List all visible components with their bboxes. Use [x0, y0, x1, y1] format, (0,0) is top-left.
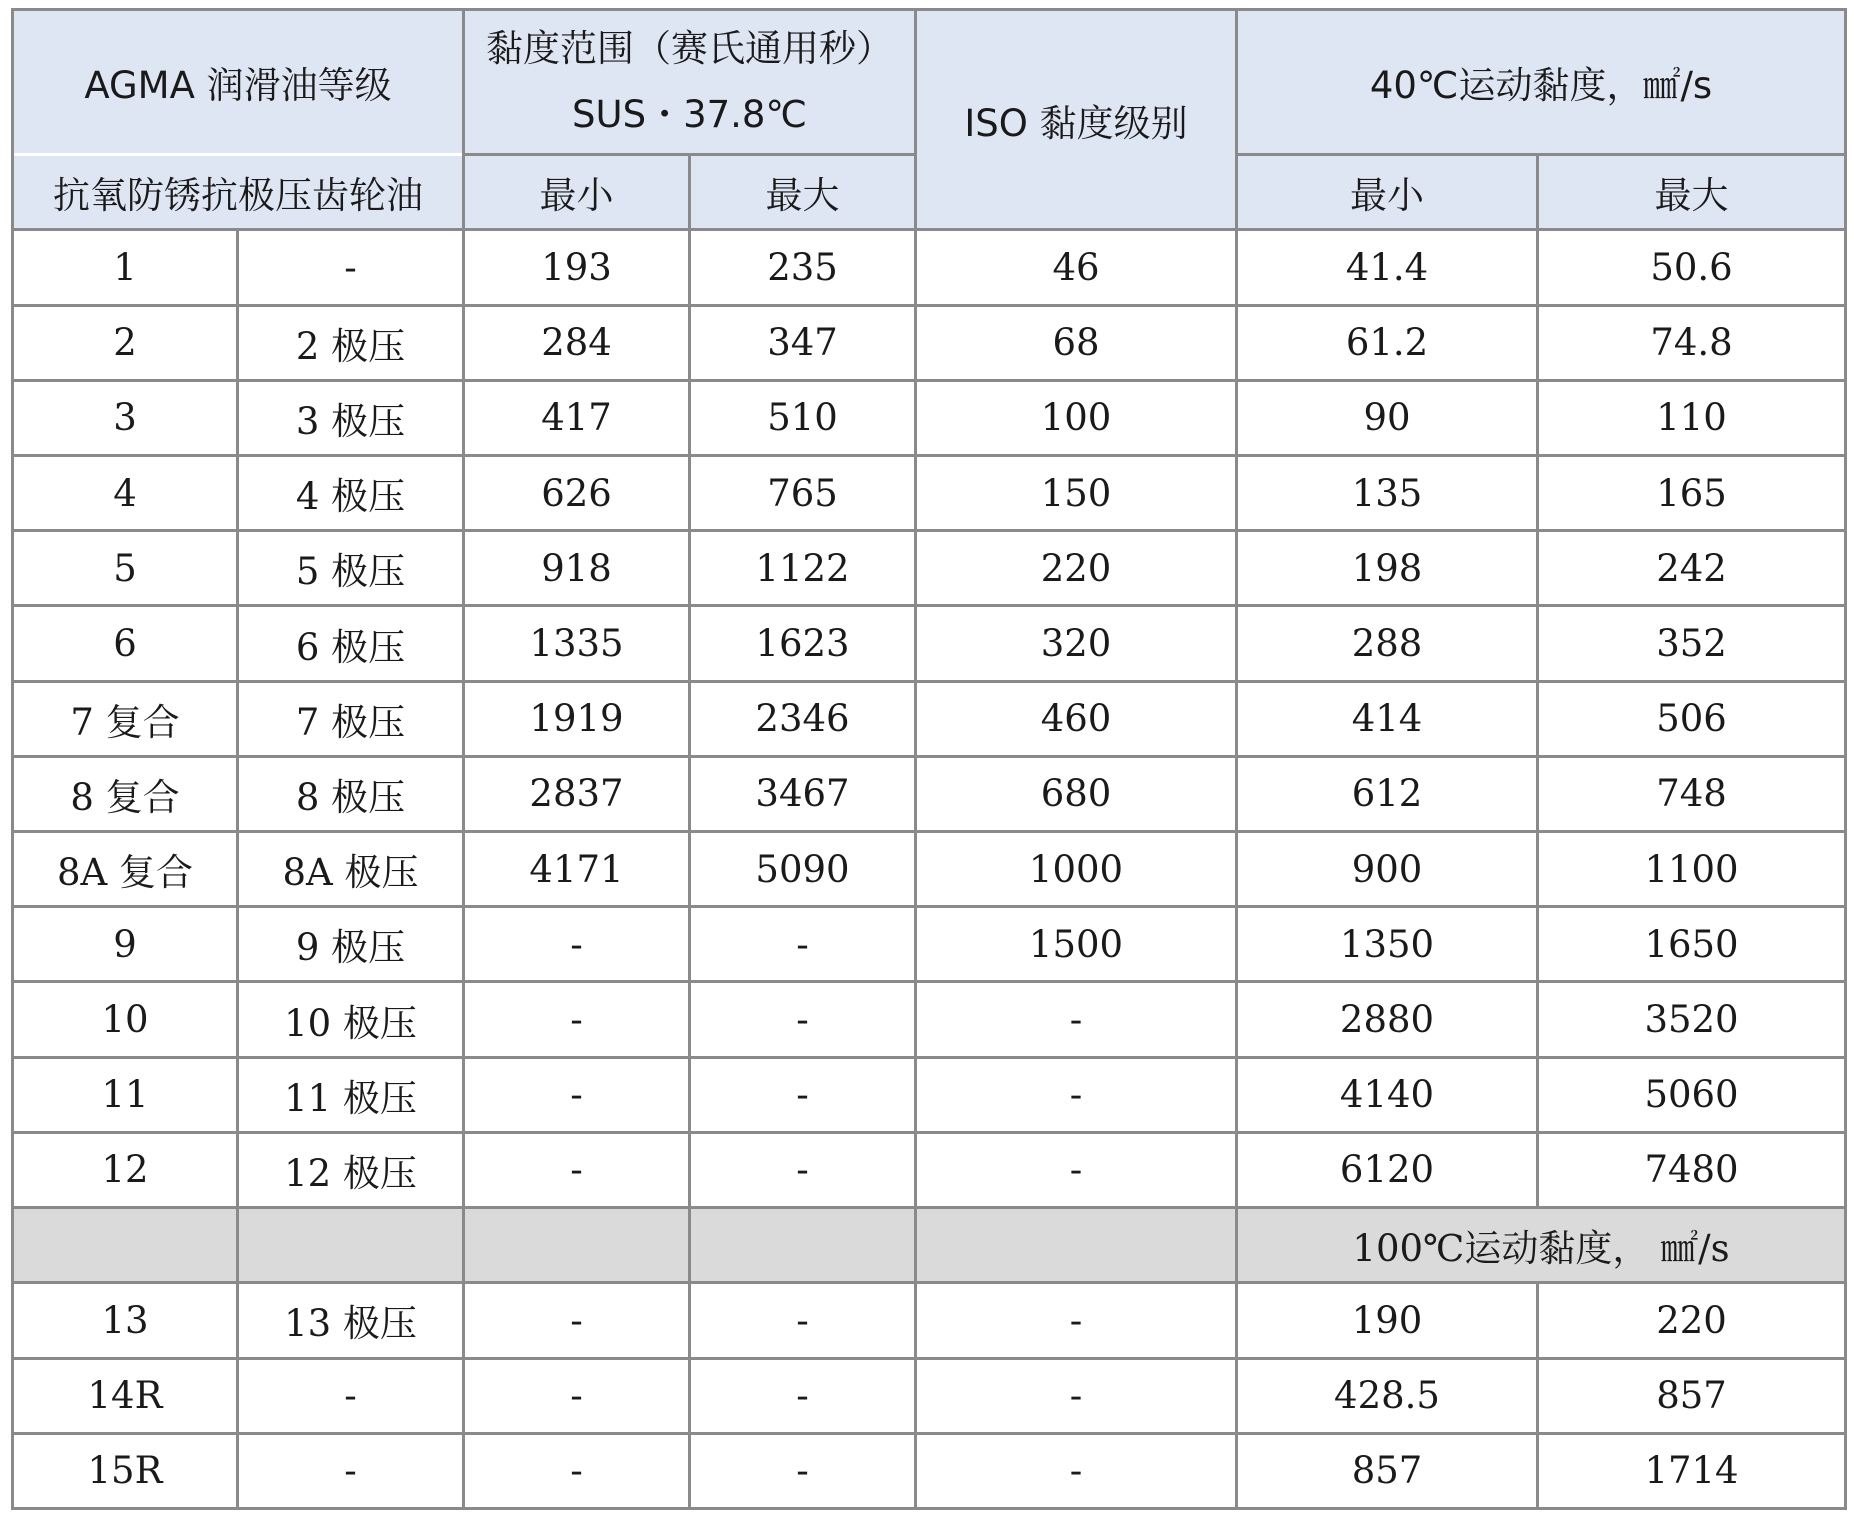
cell-kv-min: 4140: [1237, 1057, 1538, 1132]
cell-kv-max: 1100: [1538, 832, 1846, 907]
header-ep-gear-oil: 抗氧防锈抗极压齿轮油: [13, 155, 464, 230]
cell-ep: 3 极压: [238, 380, 464, 455]
subheader-empty-cell: [13, 1208, 238, 1283]
cell-kv-min: 288: [1237, 606, 1538, 681]
cell-ep: 12 极压: [238, 1132, 464, 1207]
table-row: [13, 1433, 1846, 1508]
cell-sus-max: 347: [690, 305, 916, 380]
cell-agma: 1: [13, 230, 238, 305]
cell-agma: 6: [13, 606, 238, 681]
cell-agma: 12: [13, 1132, 238, 1207]
cell-iso: 1500: [916, 907, 1237, 982]
table-row: [13, 305, 1846, 380]
cell-agma: 10: [13, 982, 238, 1057]
header-iso-grade: ISO 黏度级别: [916, 10, 1237, 230]
cell-agma: 5: [13, 531, 238, 606]
viscosity-grade-table: [11, 8, 1847, 1510]
table-row: [13, 1283, 1846, 1358]
cell-sus-max: 510: [690, 380, 916, 455]
cell-kv-max: 242: [1538, 531, 1846, 606]
header-sus-min: 最小: [464, 155, 690, 230]
cell-kv-max: 7480: [1538, 1132, 1846, 1207]
cell-ep: 9 极压: [238, 907, 464, 982]
cell-iso: 220: [916, 531, 1237, 606]
cell-sus-min: 417: [464, 380, 690, 455]
cell-agma: 4: [13, 456, 238, 531]
cell-sus-min: 2837: [464, 756, 690, 831]
subheader-kin-visc-100: 100℃运动黏度， ㎟/s: [1237, 1208, 1846, 1283]
cell-ep: 13 极压: [238, 1283, 464, 1358]
cell-sus-min: -: [464, 982, 690, 1057]
cell-sus-min: 284: [464, 305, 690, 380]
cell-kv-max: 5060: [1538, 1057, 1846, 1132]
header-sus-range-line2: SUS・37.8℃: [572, 93, 808, 137]
table-row: [13, 832, 1846, 907]
cell-sus-max: 5090: [690, 832, 916, 907]
cell-kv-min: 428.5: [1237, 1358, 1538, 1433]
cell-kv-max: 3520: [1538, 982, 1846, 1057]
cell-iso: -: [916, 1283, 1237, 1358]
cell-iso: -: [916, 1132, 1237, 1207]
cell-iso: 46: [916, 230, 1237, 305]
table-row: [13, 1358, 1846, 1433]
cell-sus-min: -: [464, 907, 690, 982]
cell-kv-max: 220: [1538, 1283, 1846, 1358]
header-agma-grade: AGMA 润滑油等级: [13, 10, 464, 155]
cell-kv-max: 1650: [1538, 907, 1846, 982]
cell-kv-max: 748: [1538, 756, 1846, 831]
subheader-empty-cell: [464, 1208, 690, 1283]
cell-kv-min: 90: [1237, 380, 1538, 455]
cell-sus-max: 1623: [690, 606, 916, 681]
cell-sus-min: 626: [464, 456, 690, 531]
table-row: [13, 1057, 1846, 1132]
cell-kv-min: 2880: [1237, 982, 1538, 1057]
cell-iso: 1000: [916, 832, 1237, 907]
header-kin-visc-40: 40℃运动黏度，㎟/s: [1237, 10, 1846, 155]
cell-agma: 8A 复合: [13, 832, 238, 907]
cell-sus-max: 765: [690, 456, 916, 531]
cell-sus-max: -: [690, 907, 916, 982]
cell-sus-min: 1335: [464, 606, 690, 681]
cell-kv-min: 135: [1237, 456, 1538, 531]
cell-kv-min: 857: [1237, 1433, 1538, 1508]
cell-kv-min: 61.2: [1237, 305, 1538, 380]
cell-iso: 68: [916, 305, 1237, 380]
cell-sus-max: 1122: [690, 531, 916, 606]
cell-kv-min: 900: [1237, 832, 1538, 907]
cell-kv-min: 6120: [1237, 1132, 1538, 1207]
cell-sus-max: 235: [690, 230, 916, 305]
cell-ep: -: [238, 1358, 464, 1433]
cell-ep: 6 极压: [238, 606, 464, 681]
cell-sus-max: 3467: [690, 756, 916, 831]
cell-iso: -: [916, 1433, 1237, 1508]
cell-iso: 100: [916, 380, 1237, 455]
cell-ep: 10 极压: [238, 982, 464, 1057]
cell-sus-max: -: [690, 1132, 916, 1207]
cell-iso: 460: [916, 681, 1237, 756]
cell-ep: -: [238, 1433, 464, 1508]
subheader-empty-cell: [238, 1208, 464, 1283]
cell-ep: 5 极压: [238, 531, 464, 606]
table-row: [13, 230, 1846, 305]
cell-agma: 13: [13, 1283, 238, 1358]
cell-sus-min: -: [464, 1433, 690, 1508]
header-sus-max: 最大: [690, 155, 916, 230]
header-kv-min: 最小: [1237, 155, 1538, 230]
cell-agma: 9: [13, 907, 238, 982]
cell-kv-max: 50.6: [1538, 230, 1846, 305]
cell-sus-max: -: [690, 1358, 916, 1433]
table-row: [13, 907, 1846, 982]
cell-kv-min: 612: [1237, 756, 1538, 831]
cell-sus-min: -: [464, 1283, 690, 1358]
cell-ep: 4 极压: [238, 456, 464, 531]
cell-ep: -: [238, 230, 464, 305]
table-row: [13, 756, 1846, 831]
cell-agma: 8 复合: [13, 756, 238, 831]
cell-sus-min: -: [464, 1358, 690, 1433]
cell-iso: 680: [916, 756, 1237, 831]
table-row: [13, 982, 1846, 1057]
cell-kv-max: 74.8: [1538, 305, 1846, 380]
cell-kv-min: 190: [1237, 1283, 1538, 1358]
cell-sus-min: 4171: [464, 832, 690, 907]
cell-kv-max: 110: [1538, 380, 1846, 455]
cell-agma: 3: [13, 380, 238, 455]
table-row: [13, 380, 1846, 455]
table-row: [13, 456, 1846, 531]
cell-ep: 8A 极压: [238, 832, 464, 907]
header-kv-max: 最大: [1538, 155, 1846, 230]
cell-sus-min: 918: [464, 531, 690, 606]
subheader-empty-cell: [690, 1208, 916, 1283]
cell-kv-min: 198: [1237, 531, 1538, 606]
cell-kv-min: 414: [1237, 681, 1538, 756]
cell-kv-min: 1350: [1237, 907, 1538, 982]
cell-agma: 11: [13, 1057, 238, 1132]
table-row: [13, 1132, 1846, 1207]
cell-sus-min: 193: [464, 230, 690, 305]
table-row: [13, 681, 1846, 756]
table-row: [13, 606, 1846, 681]
cell-agma: 14R: [13, 1358, 238, 1433]
cell-ep: 2 极压: [238, 305, 464, 380]
table-row: [13, 531, 1846, 606]
cell-sus-max: 2346: [690, 681, 916, 756]
cell-sus-max: -: [690, 1283, 916, 1358]
subheader-empty-cell: [916, 1208, 1237, 1283]
cell-kv-max: 857: [1538, 1358, 1846, 1433]
cell-iso: -: [916, 982, 1237, 1057]
cell-kv-max: 1714: [1538, 1433, 1846, 1508]
cell-agma: 7 复合: [13, 681, 238, 756]
cell-iso: 150: [916, 456, 1237, 531]
cell-sus-max: -: [690, 1433, 916, 1508]
cell-sus-min: -: [464, 1057, 690, 1132]
cell-agma: 15R: [13, 1433, 238, 1508]
cell-kv-min: 41.4: [1237, 230, 1538, 305]
cell-sus-max: -: [690, 982, 916, 1057]
header-row-1: [13, 10, 1846, 155]
cell-iso: -: [916, 1358, 1237, 1433]
cell-iso: 320: [916, 606, 1237, 681]
cell-kv-max: 352: [1538, 606, 1846, 681]
cell-ep: 11 极压: [238, 1057, 464, 1132]
header-sus-range-line1: 黏度范围（赛氏通用秒）: [486, 27, 894, 71]
header-sus-range: [464, 10, 916, 155]
cell-ep: 7 极压: [238, 681, 464, 756]
cell-agma: 2: [13, 305, 238, 380]
cell-sus-min: -: [464, 1132, 690, 1207]
cell-kv-max: 165: [1538, 456, 1846, 531]
cell-iso: -: [916, 1057, 1237, 1132]
cell-ep: 8 极压: [238, 756, 464, 831]
cell-sus-min: 1919: [464, 681, 690, 756]
cell-sus-max: -: [690, 1057, 916, 1132]
cell-kv-max: 506: [1538, 681, 1846, 756]
subheader-row: [13, 1208, 1846, 1283]
